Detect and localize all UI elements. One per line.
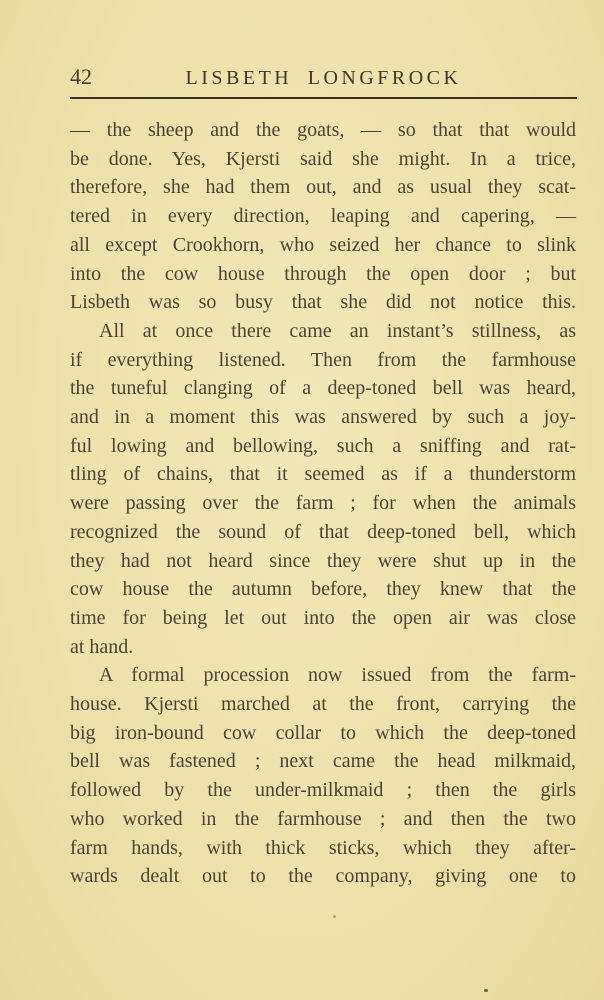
text-line: be done. Yes, Kjersti said she might. In a trice, [70, 147, 576, 170]
text-line: ful lowing and bellowing, such a sniffing and rat- [70, 434, 576, 457]
text-line: tling of chains, that it seemed as if a thunderstorm [70, 463, 576, 486]
text-line: if everything listened. Then from the farmhouse [70, 348, 576, 371]
scan-speck [484, 989, 488, 992]
text-line: they had not heard since they were shut up in the [70, 549, 576, 572]
text-line: into the cow house through the open door ; but [70, 262, 576, 285]
running-title: LISBETH LONGFROCK [185, 67, 462, 89]
text-line: and in a moment this was answered by such a joy- [70, 406, 576, 429]
text-line: cow house the autumn before, they knew that the [70, 578, 576, 601]
text-line: — the sheep and the goats, — so that that would [70, 119, 576, 141]
text-line: bell was fastened ; next came the head milkmaid, [70, 750, 576, 773]
scan-speck [333, 915, 336, 918]
text-line: tered in every direction, leaping and capering, — [70, 205, 576, 228]
page-header [70, 60, 577, 92]
text-line: A formal procession now issued from the farm- [99, 664, 576, 687]
text-line: farm hands, with thick sticks, which they after- [70, 836, 576, 859]
text-line: therefore, she had them out, and as usual they scat- [70, 176, 576, 199]
text-line: big iron-bound cow collar to which the deep-toned [70, 721, 576, 744]
text-line: Lisbeth was so busy that she did not notice this. [70, 291, 576, 314]
text-line: wards dealt out to the company, giving one to [70, 865, 576, 888]
text-line: all except Crookhorn, who seized her chance to slink [70, 233, 576, 256]
text-line: followed by the under-milkmaid ; then the girls [70, 779, 576, 802]
text-line: time for being let out into the open air was close [70, 606, 576, 629]
text-line: All at once there came an instant’s stillness, as [99, 319, 576, 342]
text-line: house. Kjersti marched at the front, carrying the [70, 693, 576, 716]
text-line: recognized the sound of that deep-toned bell, which [70, 520, 576, 543]
text-line: at hand. [70, 635, 134, 658]
body-text [70, 116, 576, 891]
page-number: 42 [70, 64, 92, 89]
text-line: the tuneful clanging of a deep-toned bell was heard, [70, 377, 576, 400]
text-line: who worked in the farmhouse ; and then the two [70, 807, 576, 830]
header-rule [70, 97, 577, 99]
text-line: were passing over the farm ; for when the animals [70, 492, 576, 515]
